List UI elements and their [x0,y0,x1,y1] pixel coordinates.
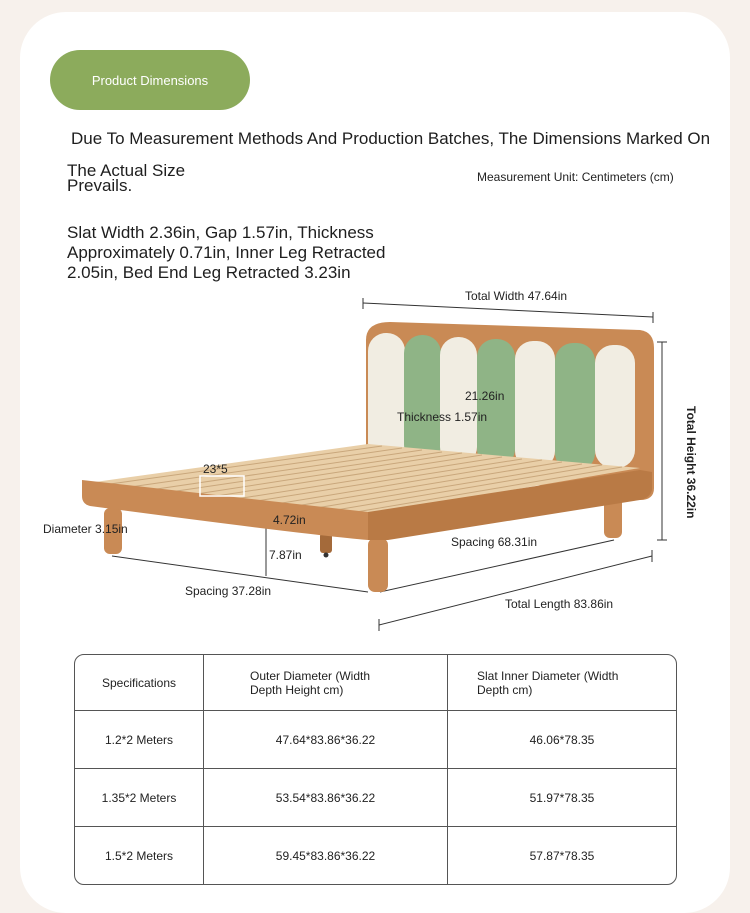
table-row [75,711,676,769]
leg-diameter-label: Diameter 3.15in [43,522,128,536]
table-cell: 57.87*78.35 [529,848,595,863]
actual-size-line-1: The Actual Size [67,161,186,180]
slat-size-label: 23*5 [203,462,228,476]
total-width-label: Total Width 47.64in [465,289,568,303]
disclaimer-text: Due To Measurement Methods And Production Batches, The Dimensions Marked On [71,129,711,148]
table-row [75,769,676,827]
table-header-cell: Slat Inner Diameter (Width Depth cm) [448,655,676,711]
table-header-cell: Specifications [75,655,204,711]
table-row [75,827,676,884]
spacing-long-label: Spacing 68.31in [451,535,538,549]
table-cell: 1.35*2 Meters [75,769,204,827]
table-cell: 47.64*83.86*36.22 [204,711,448,769]
thickness-label: Thickness 1.57in [397,410,488,424]
total-length-label: Total Length 83.86in [505,597,614,611]
measurement-unit: Measurement Unit: Centimeters (cm) [477,170,674,184]
table-cell: 53.54*83.86*36.22 [204,769,448,827]
specifications-table [74,654,677,885]
table-header-row [75,655,676,711]
badge-label: Product Dimensions [91,72,209,88]
spacing-short-label: Spacing 37.28in [185,584,272,598]
table-cell: 51.97*78.35 [448,769,676,827]
rail-height-label: 4.72in [273,513,306,527]
actual-size-line-2: Prevails. [67,176,133,195]
table-header-cell: Outer Diameter (Width Depth Height cm) [204,655,448,711]
table-cell: 1.5*2 Meters [75,827,204,884]
table-cell: 46.06*78.35 [448,711,676,769]
slat-specs-note: Slat Width 2.36in, Gap 1.57in, Thickness Approximately 0.71in, Inner Leg Retracted 2.05in, Bed End Leg Retracted 3.23in [67,223,386,282]
total-height-label: Total Height 36.22in [684,406,698,519]
leg-height-label: 7.87in [269,548,302,562]
headboard-height-label: 21.26in [465,389,505,403]
table-cell: 59.45*83.86*36.22 [204,827,448,884]
table-cell: 1.2*2 Meters [75,711,204,769]
